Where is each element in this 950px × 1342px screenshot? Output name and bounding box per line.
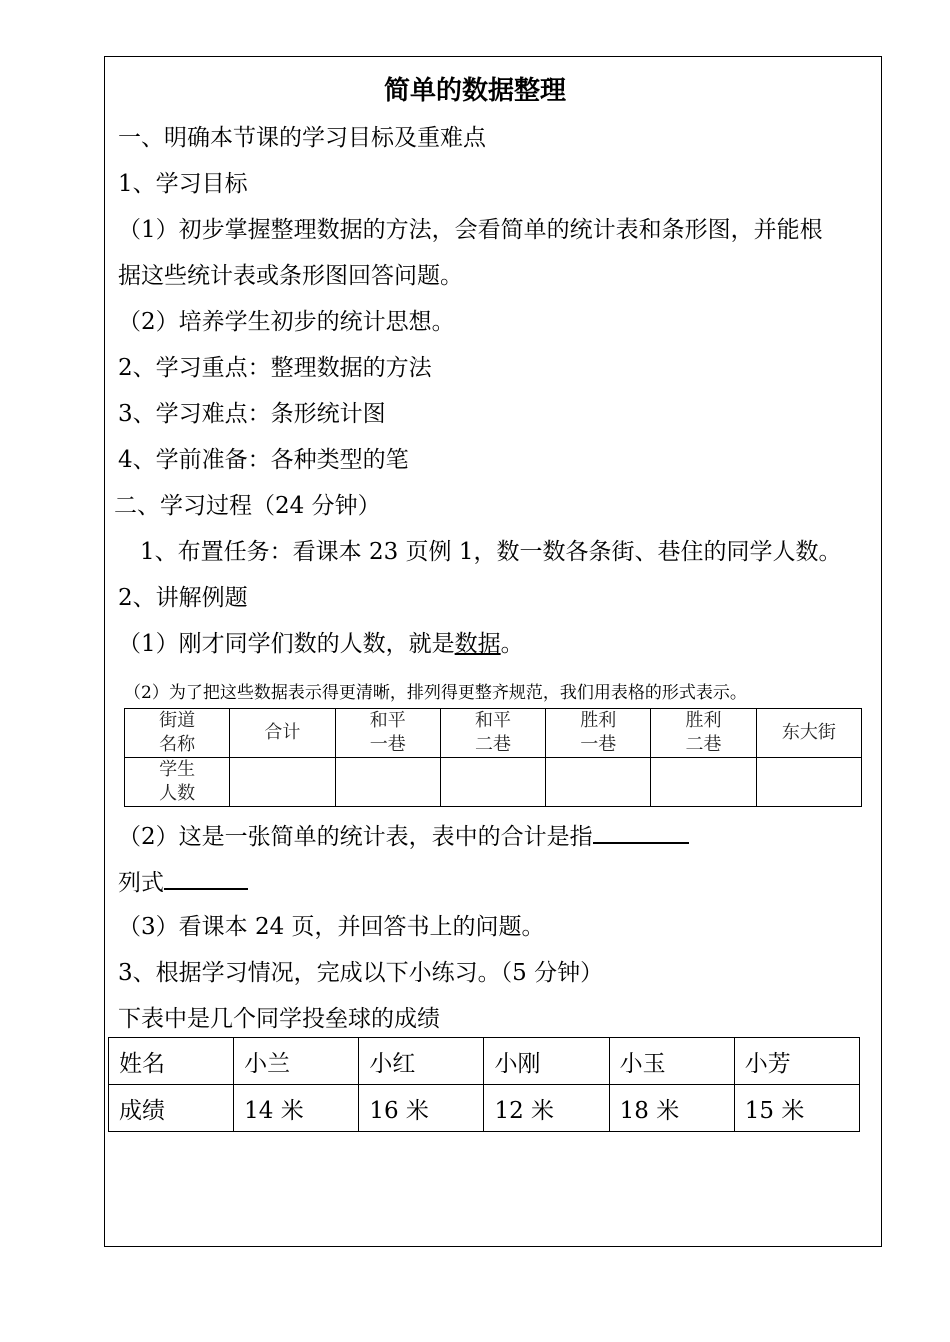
table-cell-blank[interactable] <box>440 758 545 807</box>
data-definition <box>118 629 524 659</box>
section-process-heading: 二、学习过程（24 分钟） <box>114 493 381 519</box>
table-header-cell: 胜利 一巷 <box>546 709 651 758</box>
table-cell: 小红 <box>359 1038 484 1085</box>
section-goals-heading: 一、明确本节课的学习目标及重难点 <box>118 125 486 151</box>
data-definition-suffix: 。 <box>500 631 524 657</box>
practice-intro: 下表中是几个同学投垒球的成绩 <box>118 1006 440 1032</box>
total-question-text: （2）这是一张简单的统计表，表中的合计是指 <box>118 824 593 850</box>
softball-score-table <box>108 1037 860 1132</box>
table-row <box>125 758 862 807</box>
table-header-cell: 姓名 <box>109 1038 234 1085</box>
formula-label: 列式 <box>118 870 164 896</box>
example-heading: 2、讲解例题 <box>118 585 248 611</box>
total-answer-blank[interactable] <box>593 820 689 844</box>
preparation: 4、学前准备：各种类型的笔 <box>118 447 409 473</box>
task-assignment: 1、布置任务：看课本 23 页例 1，数一数各条街、巷住的同学人数。 <box>140 539 842 565</box>
table-header-cell: 胜利 二巷 <box>651 709 756 758</box>
key-point: 2、学习重点：整理数据的方法 <box>118 355 432 381</box>
table-cell-blank[interactable] <box>756 758 861 807</box>
practice-heading: 3、根据学习情况，完成以下小练习。（5 分钟） <box>118 960 604 986</box>
table-cell: 小玉 <box>609 1038 734 1085</box>
table-cell: 小芳 <box>734 1038 859 1085</box>
total-question <box>118 820 689 852</box>
data-term: 数据 <box>454 631 501 657</box>
formula-answer-blank[interactable] <box>164 866 248 890</box>
table-intro: （2）为了把这些数据表示得更清晰，排列得更整齐规范，我们用表格的形式表示。 <box>124 683 747 703</box>
goal-2: （2）培养学生初步的统计思想。 <box>118 309 455 335</box>
goal-1-line-2: 据这些统计表或条形图回答问题。 <box>118 263 463 289</box>
table-cell-blank[interactable] <box>335 758 440 807</box>
table-cell-blank[interactable] <box>546 758 651 807</box>
table-cell: 12 米 <box>484 1085 609 1132</box>
formula-question <box>118 866 248 898</box>
table-row <box>125 709 862 758</box>
table-cell: 16 米 <box>359 1085 484 1132</box>
table-cell: 15 米 <box>734 1085 859 1132</box>
textbook-task: （3）看课本 24 页，并回答书上的问题。 <box>118 914 545 940</box>
table-cell-blank[interactable] <box>230 758 335 807</box>
table-row <box>109 1038 860 1085</box>
table-header-cell: 和平 一巷 <box>335 709 440 758</box>
table-cell: 14 米 <box>234 1085 359 1132</box>
table-header-cell: 和平 二巷 <box>440 709 545 758</box>
table-cell: 18 米 <box>609 1085 734 1132</box>
table-row-label: 学生 人数 <box>125 758 230 807</box>
table-row <box>109 1085 860 1132</box>
table-cell-blank[interactable] <box>651 758 756 807</box>
table-header-cell: 成绩 <box>109 1085 234 1132</box>
page-title: 简单的数据整理 <box>383 76 566 106</box>
table-header-cell: 东大街 <box>756 709 861 758</box>
street-count-table <box>124 708 862 807</box>
table-header-cell: 街道 名称 <box>125 709 230 758</box>
table-cell: 小兰 <box>234 1038 359 1085</box>
difficult-point: 3、学习难点：条形统计图 <box>118 401 386 427</box>
learning-goals-label: 1、学习目标 <box>118 171 248 197</box>
goal-1-line-1: （1）初步掌握整理数据的方法，会看简单的统计表和条形图，并能根 <box>118 217 823 243</box>
table-cell: 小刚 <box>484 1038 609 1085</box>
data-definition-prefix: （1）刚才同学们数的人数，就是 <box>118 631 455 657</box>
table-header-cell: 合计 <box>230 709 335 758</box>
